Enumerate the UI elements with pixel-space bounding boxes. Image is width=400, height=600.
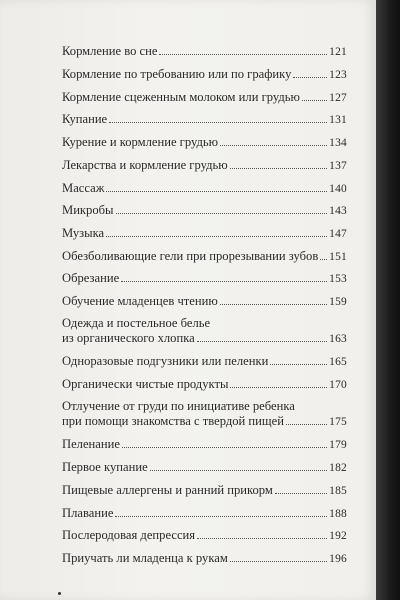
toc-page-number: 159 bbox=[329, 296, 347, 308]
toc-page-number: 163 bbox=[329, 333, 347, 345]
toc-entry bbox=[62, 294, 347, 310]
toc-entry bbox=[62, 271, 347, 287]
toc-entry bbox=[62, 316, 347, 347]
toc-page-number: 170 bbox=[329, 379, 347, 391]
toc-entry-title: Кормление сцеженным молоком или грудью bbox=[62, 90, 300, 104]
toc-entry bbox=[62, 67, 347, 83]
book-spine-shadow bbox=[376, 0, 400, 600]
toc-entry-title: Послеродовая депрессия bbox=[62, 528, 196, 542]
toc-entry-title: Кормление во сне bbox=[62, 44, 158, 58]
toc-entry-title: Массаж bbox=[62, 181, 105, 195]
toc-entry bbox=[62, 112, 347, 128]
toc-entry bbox=[62, 44, 347, 60]
dot-leader bbox=[320, 258, 327, 260]
toc-entry-title: Лекарства и кормление грудью bbox=[62, 158, 228, 172]
toc-page-number: 196 bbox=[329, 553, 347, 565]
toc-page-number: 188 bbox=[329, 508, 347, 520]
dot-leader bbox=[220, 144, 327, 146]
toc-page-number: 137 bbox=[329, 160, 347, 172]
dot-leader bbox=[116, 212, 328, 214]
toc-entry bbox=[62, 551, 347, 567]
toc-entry-title: Первое купание bbox=[62, 460, 148, 474]
toc-entry bbox=[62, 399, 347, 430]
toc-page-number: 143 bbox=[329, 205, 347, 217]
toc-entry bbox=[62, 135, 347, 151]
toc-entry bbox=[62, 158, 347, 174]
toc-entry-title: Обучение младенцев чтению bbox=[62, 294, 218, 308]
dot-leader bbox=[197, 537, 327, 539]
toc-entry-title: Одноразовые подгузники или пеленки bbox=[62, 354, 269, 368]
dot-leader bbox=[293, 76, 327, 78]
dot-leader bbox=[275, 492, 327, 494]
dot-leader bbox=[106, 190, 327, 192]
toc-entry bbox=[62, 460, 347, 476]
toc-entry bbox=[62, 437, 347, 453]
toc-entry-title: Музыка bbox=[62, 226, 105, 240]
toc-entry bbox=[62, 181, 347, 197]
dot-leader bbox=[230, 167, 327, 169]
toc-entry-title-line: Одежда и постельное белье bbox=[62, 316, 211, 330]
toc-page-number: 165 bbox=[329, 356, 347, 368]
toc-entry bbox=[62, 354, 347, 370]
toc-entry-title: Пеленание bbox=[62, 437, 120, 451]
dot-leader bbox=[121, 280, 327, 282]
toc-page-number: 134 bbox=[329, 137, 347, 149]
toc-entry-title: Кормление по требованию или по графику bbox=[62, 67, 292, 81]
dot-leader bbox=[159, 53, 327, 55]
toc-page-number: 192 bbox=[329, 530, 347, 542]
toc-entry-title: Обрезание bbox=[62, 271, 120, 285]
toc-entry-title: Микробы bbox=[62, 203, 114, 217]
toc-entry-title: Пищевые аллергены и ранний прикорм bbox=[62, 483, 273, 497]
dot-leader bbox=[109, 121, 327, 123]
dot-leader bbox=[197, 340, 327, 342]
toc-entry bbox=[62, 483, 347, 499]
dot-leader bbox=[150, 469, 327, 471]
toc-page-number: 147 bbox=[329, 228, 347, 240]
toc-page-number: 175 bbox=[329, 416, 347, 428]
toc-page-number: 131 bbox=[329, 114, 347, 126]
toc-page-number: 179 bbox=[329, 439, 347, 451]
toc-entry-title: Приучать ли младенца к рукам bbox=[62, 551, 228, 565]
toc-entry-title: Обезболивающие гели при прорезывании зубов bbox=[62, 249, 319, 263]
toc-entry bbox=[62, 203, 347, 219]
toc-page-number: 153 bbox=[329, 273, 347, 285]
dot-leader bbox=[122, 446, 327, 448]
toc-page-number: 123 bbox=[329, 69, 347, 81]
toc-entry-title: Органически чистые продукты bbox=[62, 377, 229, 391]
dot-leader bbox=[230, 560, 327, 562]
toc-entry bbox=[62, 249, 347, 265]
toc-entry-title-line: Отлучение от груди по инициативе ребенка bbox=[62, 399, 295, 413]
toc-entry bbox=[62, 528, 347, 544]
dot-leader bbox=[286, 423, 327, 425]
dot-leader bbox=[230, 386, 327, 388]
dot-leader bbox=[302, 99, 327, 101]
toc-entry-title: Купание bbox=[62, 112, 108, 126]
toc-entry bbox=[62, 506, 347, 522]
toc-entry bbox=[62, 90, 347, 106]
page-edge-mark bbox=[58, 592, 61, 595]
toc-page-number: 151 bbox=[329, 251, 347, 263]
toc-entry-title: Курение и кормление грудью bbox=[62, 135, 219, 149]
toc-page-number: 140 bbox=[329, 183, 347, 195]
toc-entry-title: из органического хлопка bbox=[62, 331, 195, 345]
toc-page-number: 182 bbox=[329, 462, 347, 474]
toc-page-number: 185 bbox=[329, 485, 347, 497]
toc-entry bbox=[62, 226, 347, 242]
toc-entry-title: при помощи знакомства с твердой пищей bbox=[62, 414, 284, 428]
toc-entry bbox=[62, 377, 347, 393]
toc-page-number: 127 bbox=[329, 92, 347, 104]
dot-leader bbox=[115, 515, 327, 517]
toc-entry-title: Плавание bbox=[62, 506, 114, 520]
dot-leader bbox=[220, 303, 327, 305]
dot-leader bbox=[106, 235, 327, 237]
dot-leader bbox=[270, 363, 327, 365]
toc-page-number: 121 bbox=[329, 46, 347, 58]
